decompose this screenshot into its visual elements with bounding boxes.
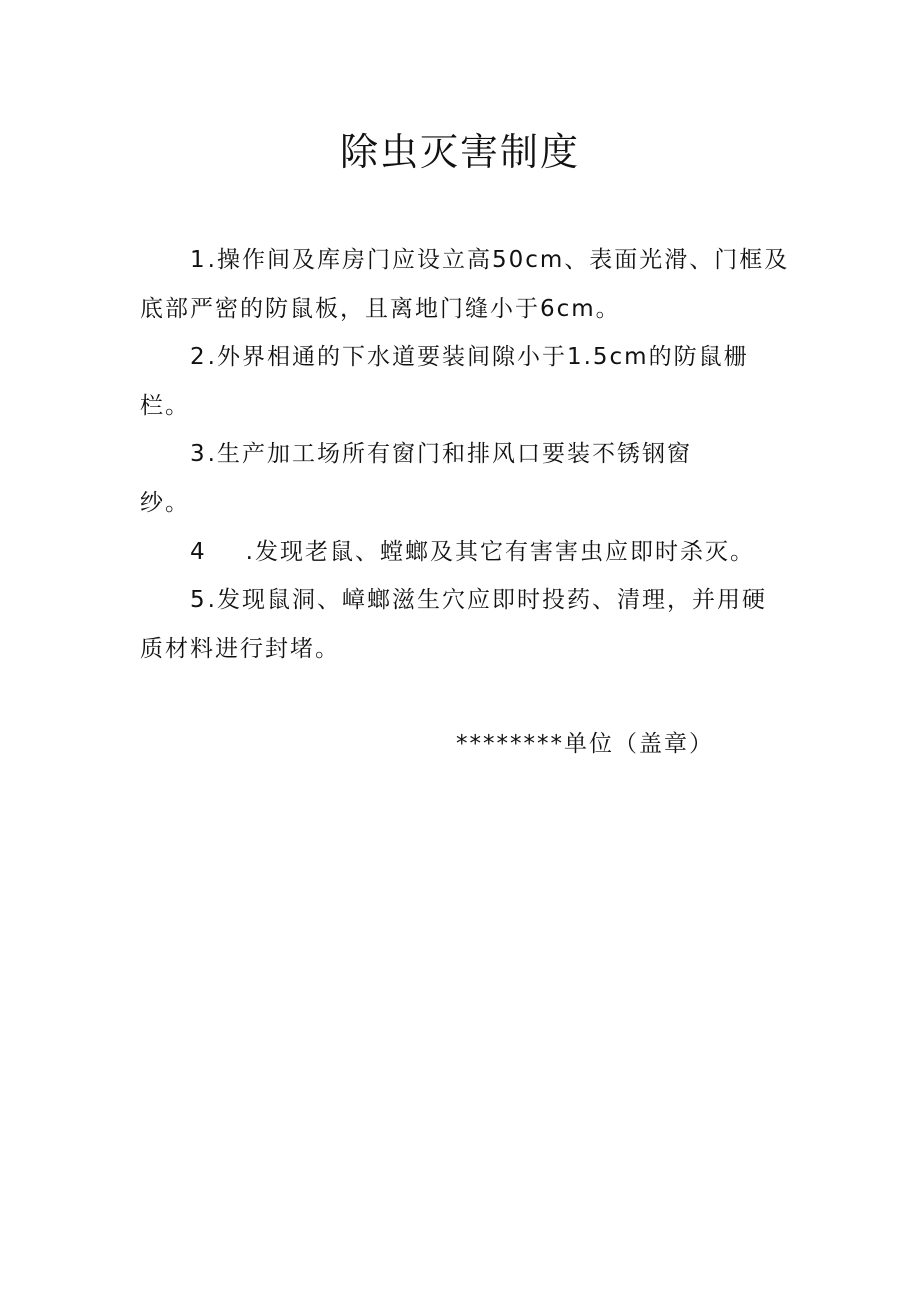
rule-number: 4 [190,538,208,565]
document-body [140,236,790,673]
rule-text: .生产加工场所有窗门和排风口要装不锈钢窗纱。 [140,441,692,516]
rule-number: 3 [190,441,208,468]
rule-text: .操作间及库房门应设立高50cm、表面光滑、门框及底部严密的防鼠板，且离地门缝小于6cm。 [140,247,790,322]
rule-text: .外界相通的下水道要装间隙小于1.5cm的防鼠栅栏。 [140,344,749,419]
rule-text: .发现鼠洞、嶂螂滋生穴应即时投药、清理，并用硬质材料进行封堵。 [140,587,767,662]
rule-item-5 [140,576,790,673]
rule-number: 1 [190,247,208,273]
rule-item-1 [140,236,790,333]
rule-text: .发现老鼠、螳螂及其它有害害虫应即时杀灭。 [245,538,755,565]
document-title: 除虫灭害制度 [339,130,580,174]
rule-item-4 [140,528,790,577]
rule-number: 2 [190,344,208,371]
rule-number: 5 [190,587,208,614]
rule-item-3 [140,430,740,527]
rule-item-2 [140,333,790,430]
signature-line: ********单位（盖章） [456,731,714,757]
